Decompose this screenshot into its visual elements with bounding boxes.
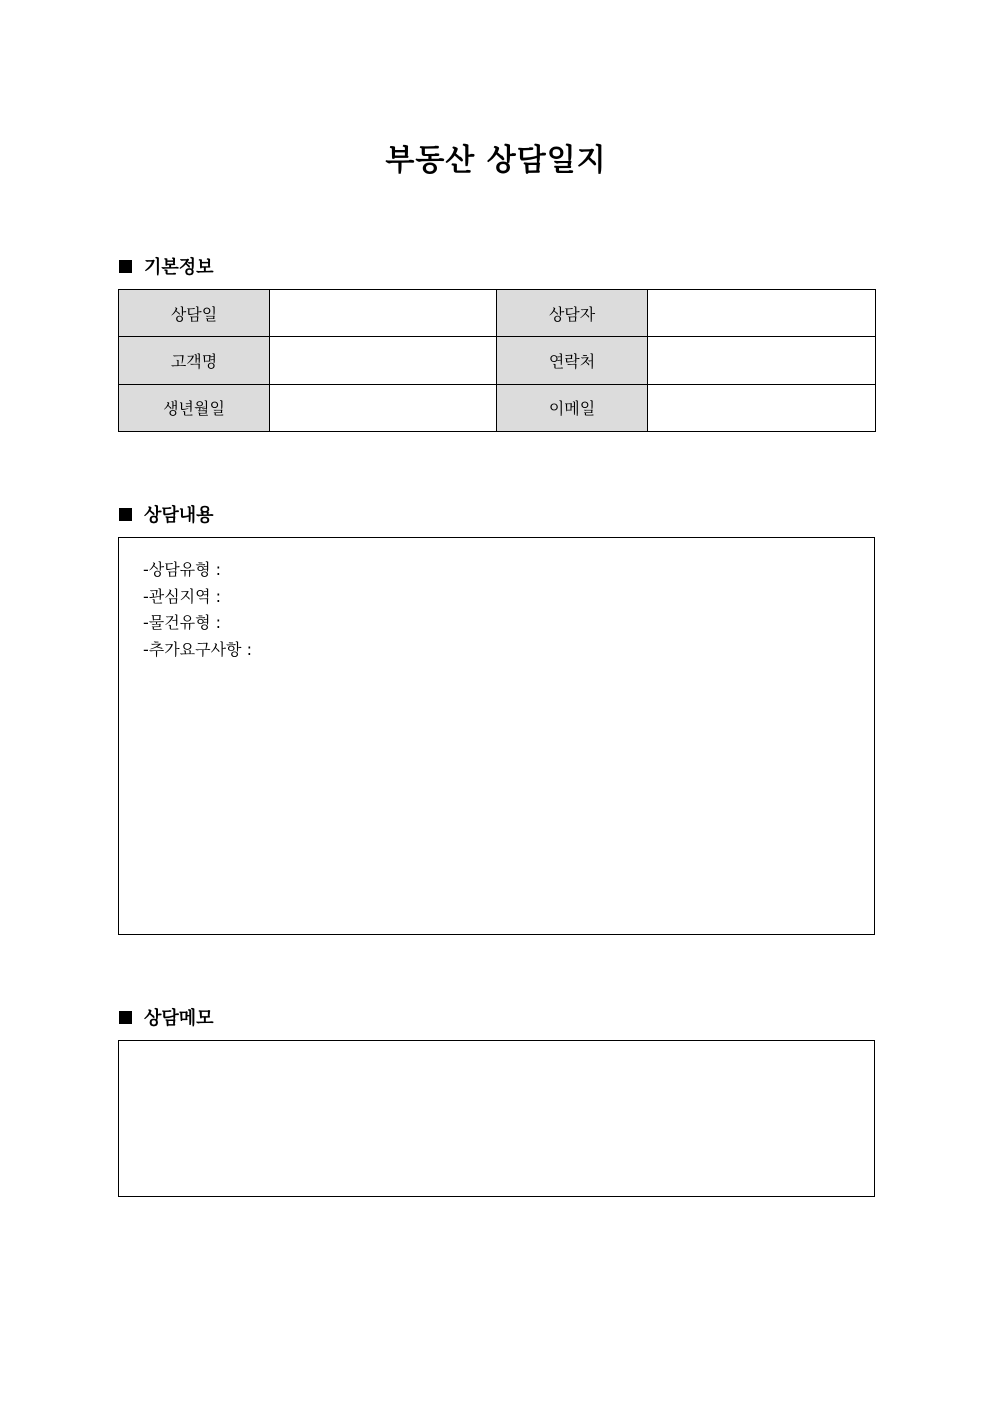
email-field[interactable] [648,384,876,431]
table-row [119,384,876,431]
basic-info-heading-label: 기본정보 [144,257,214,278]
memo-heading-label: 상담메모 [144,1008,214,1029]
interest-region-line: -관심지역 : [143,586,222,606]
consult-date-field[interactable] [270,290,497,337]
customer-name-label: 고객명 [119,337,270,384]
consultation-heading-label: 상담내용 [144,505,214,526]
consult-type-line: -상담유형 : [143,560,222,579]
contact-field[interactable] [648,337,876,384]
consultation-content-box[interactable] [118,537,875,935]
birthdate-field[interactable] [270,384,497,431]
basic-info-heading [119,253,214,279]
table-row [119,337,876,384]
memo-box[interactable] [118,1040,875,1197]
consultation-heading [119,501,214,527]
email-label: 이메일 [497,384,648,431]
table-row [119,290,876,337]
square-bullet-icon [119,508,132,521]
contact-label: 연락처 [497,337,648,384]
square-bullet-icon [119,1011,132,1024]
property-type-line: -물건유형 : [143,613,222,632]
consult-date-label: 상담일 [119,290,270,337]
birthdate-label: 생년월일 [119,384,270,431]
memo-heading [119,1004,214,1030]
customer-name-field[interactable] [270,337,497,384]
page-title: 부동산 상담일지 [385,143,607,178]
basic-info-table [118,289,876,432]
consultant-label: 상담자 [497,290,648,337]
consultant-field[interactable] [648,290,876,337]
square-bullet-icon [119,260,132,273]
additional-request-line: -추가요구사항 : [143,639,252,659]
